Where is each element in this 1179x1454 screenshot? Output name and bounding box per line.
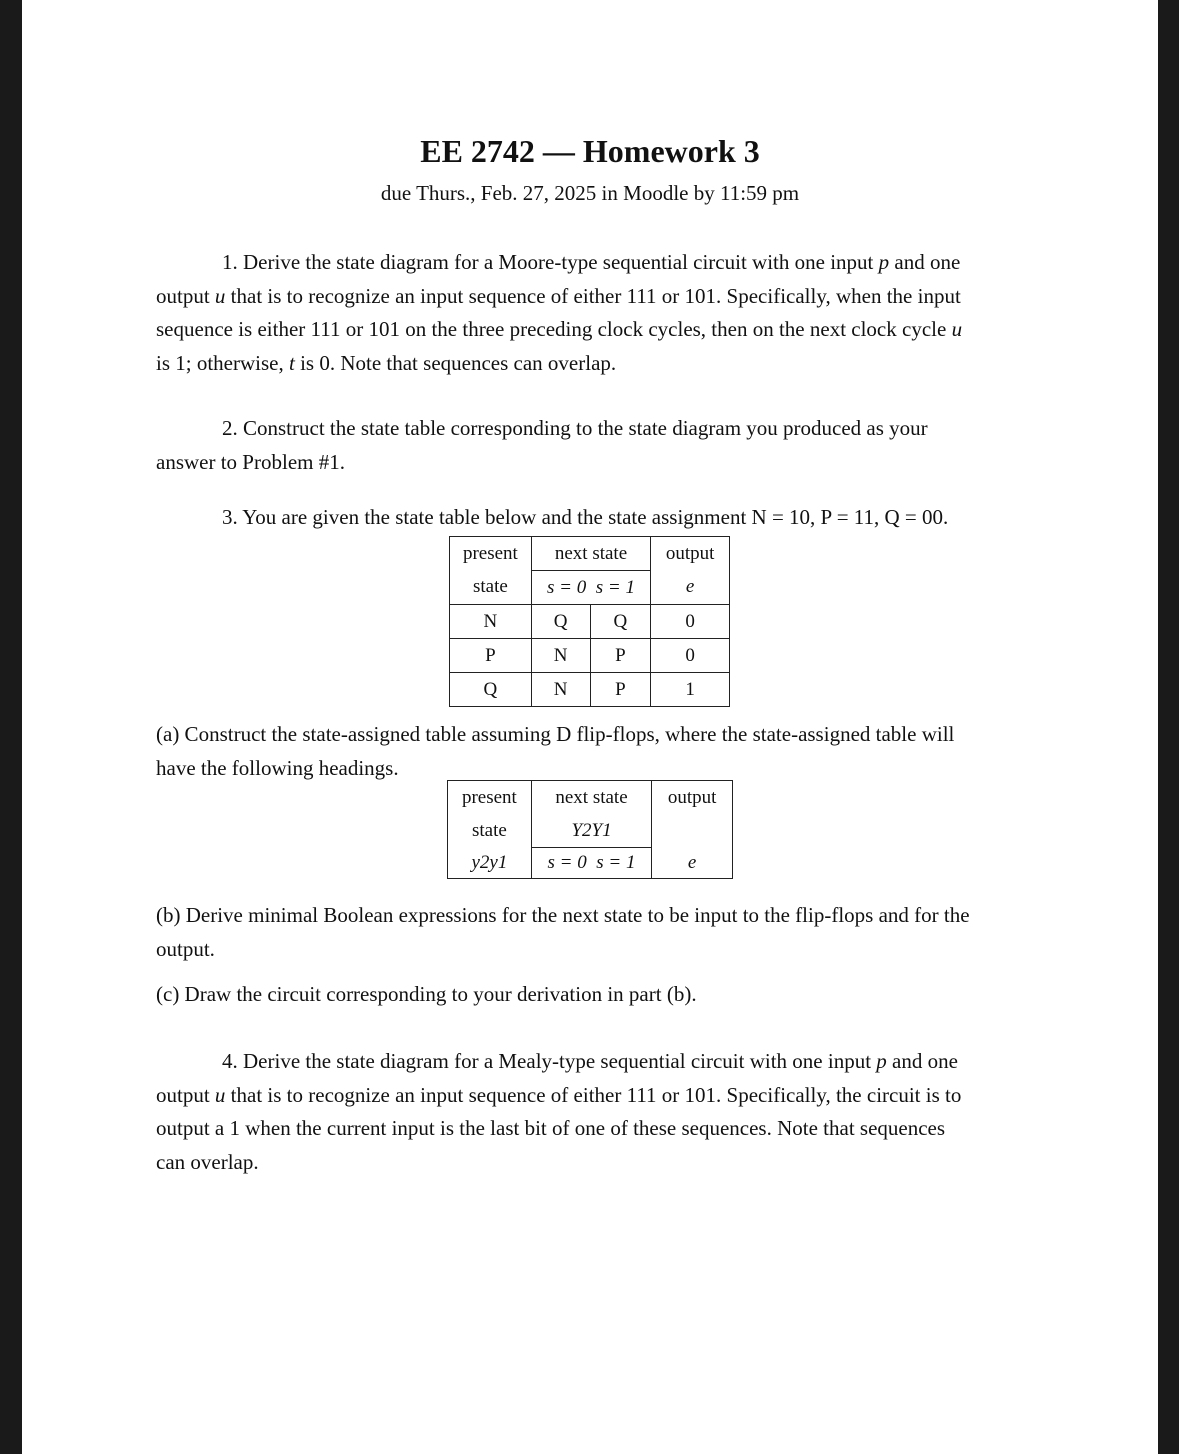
document-page: [22, 0, 1158, 1454]
header-output: output: [652, 781, 733, 815]
header-s-values: s = 0 s = 1: [531, 848, 651, 879]
problem-3c: (c) Draw the circuit corresponding to your derivation in part (b).: [156, 982, 697, 1006]
header-output: output: [651, 537, 730, 571]
problem-2: 2. Construct the state table corresponding to the state diagram you produced as your answer to Problem #1.: [156, 416, 928, 474]
header-s-values: s = 0 s = 1: [531, 571, 650, 605]
problem-3b: (b) Derive minimal Boolean expressions for the next state to be input to the flip-flops and for the output.: [156, 903, 970, 961]
due-date: due Thurs., Feb. 27, 2025 in Moodle by 11:59 pm: [380, 181, 800, 205]
page-title: EE 2742 — Homework 3: [420, 133, 760, 169]
header-y: y2y1: [448, 848, 532, 879]
header-state: state: [450, 571, 532, 605]
header-next-state: next state: [531, 537, 650, 571]
state-table: [449, 536, 730, 707]
header-present: present: [450, 537, 532, 571]
problem-3a: (a) Construct the state-assigned table assuming D flip-flops, where the state-assigned table will have the following headings.: [156, 722, 955, 780]
problem-4: 4. Derive the state diagram for a Mealy-type sequential circuit with one input p and one output u that is to recognize an input sequence of either 111 or 101. Specifically, the circuit is to output a 1 when the current input is the last bit of one of these sequences. Note that sequences can overlap.: [156, 1049, 962, 1174]
problem-3-intro: 3. You are given the state table below and the state assignment N = 10, P = 11, Q = 00.: [222, 505, 949, 529]
state-assigned-table-headings: [447, 780, 733, 879]
table-row: P N P 0: [450, 639, 730, 673]
header-e: e: [652, 848, 733, 879]
table-row: Q N P 1: [450, 673, 730, 707]
header-present: present: [448, 781, 532, 815]
header-state: state: [448, 814, 532, 848]
header-e: e: [651, 571, 730, 605]
table-row: N Q Q 0: [450, 605, 730, 639]
header-next-state: next state: [531, 781, 651, 815]
header-Y: Y2Y1: [531, 814, 651, 848]
problem-1: 1. Derive the state diagram for a Moore-type sequential circuit with one input p and one output u that is to recognize an input sequence of either 111 or 101. Specifically, when the input sequence is either 111 or 101 on the three preceding clock cycles, then on the next clock cycle u is 1; otherwise, t is 0. Note that sequences can overlap.: [156, 250, 963, 375]
